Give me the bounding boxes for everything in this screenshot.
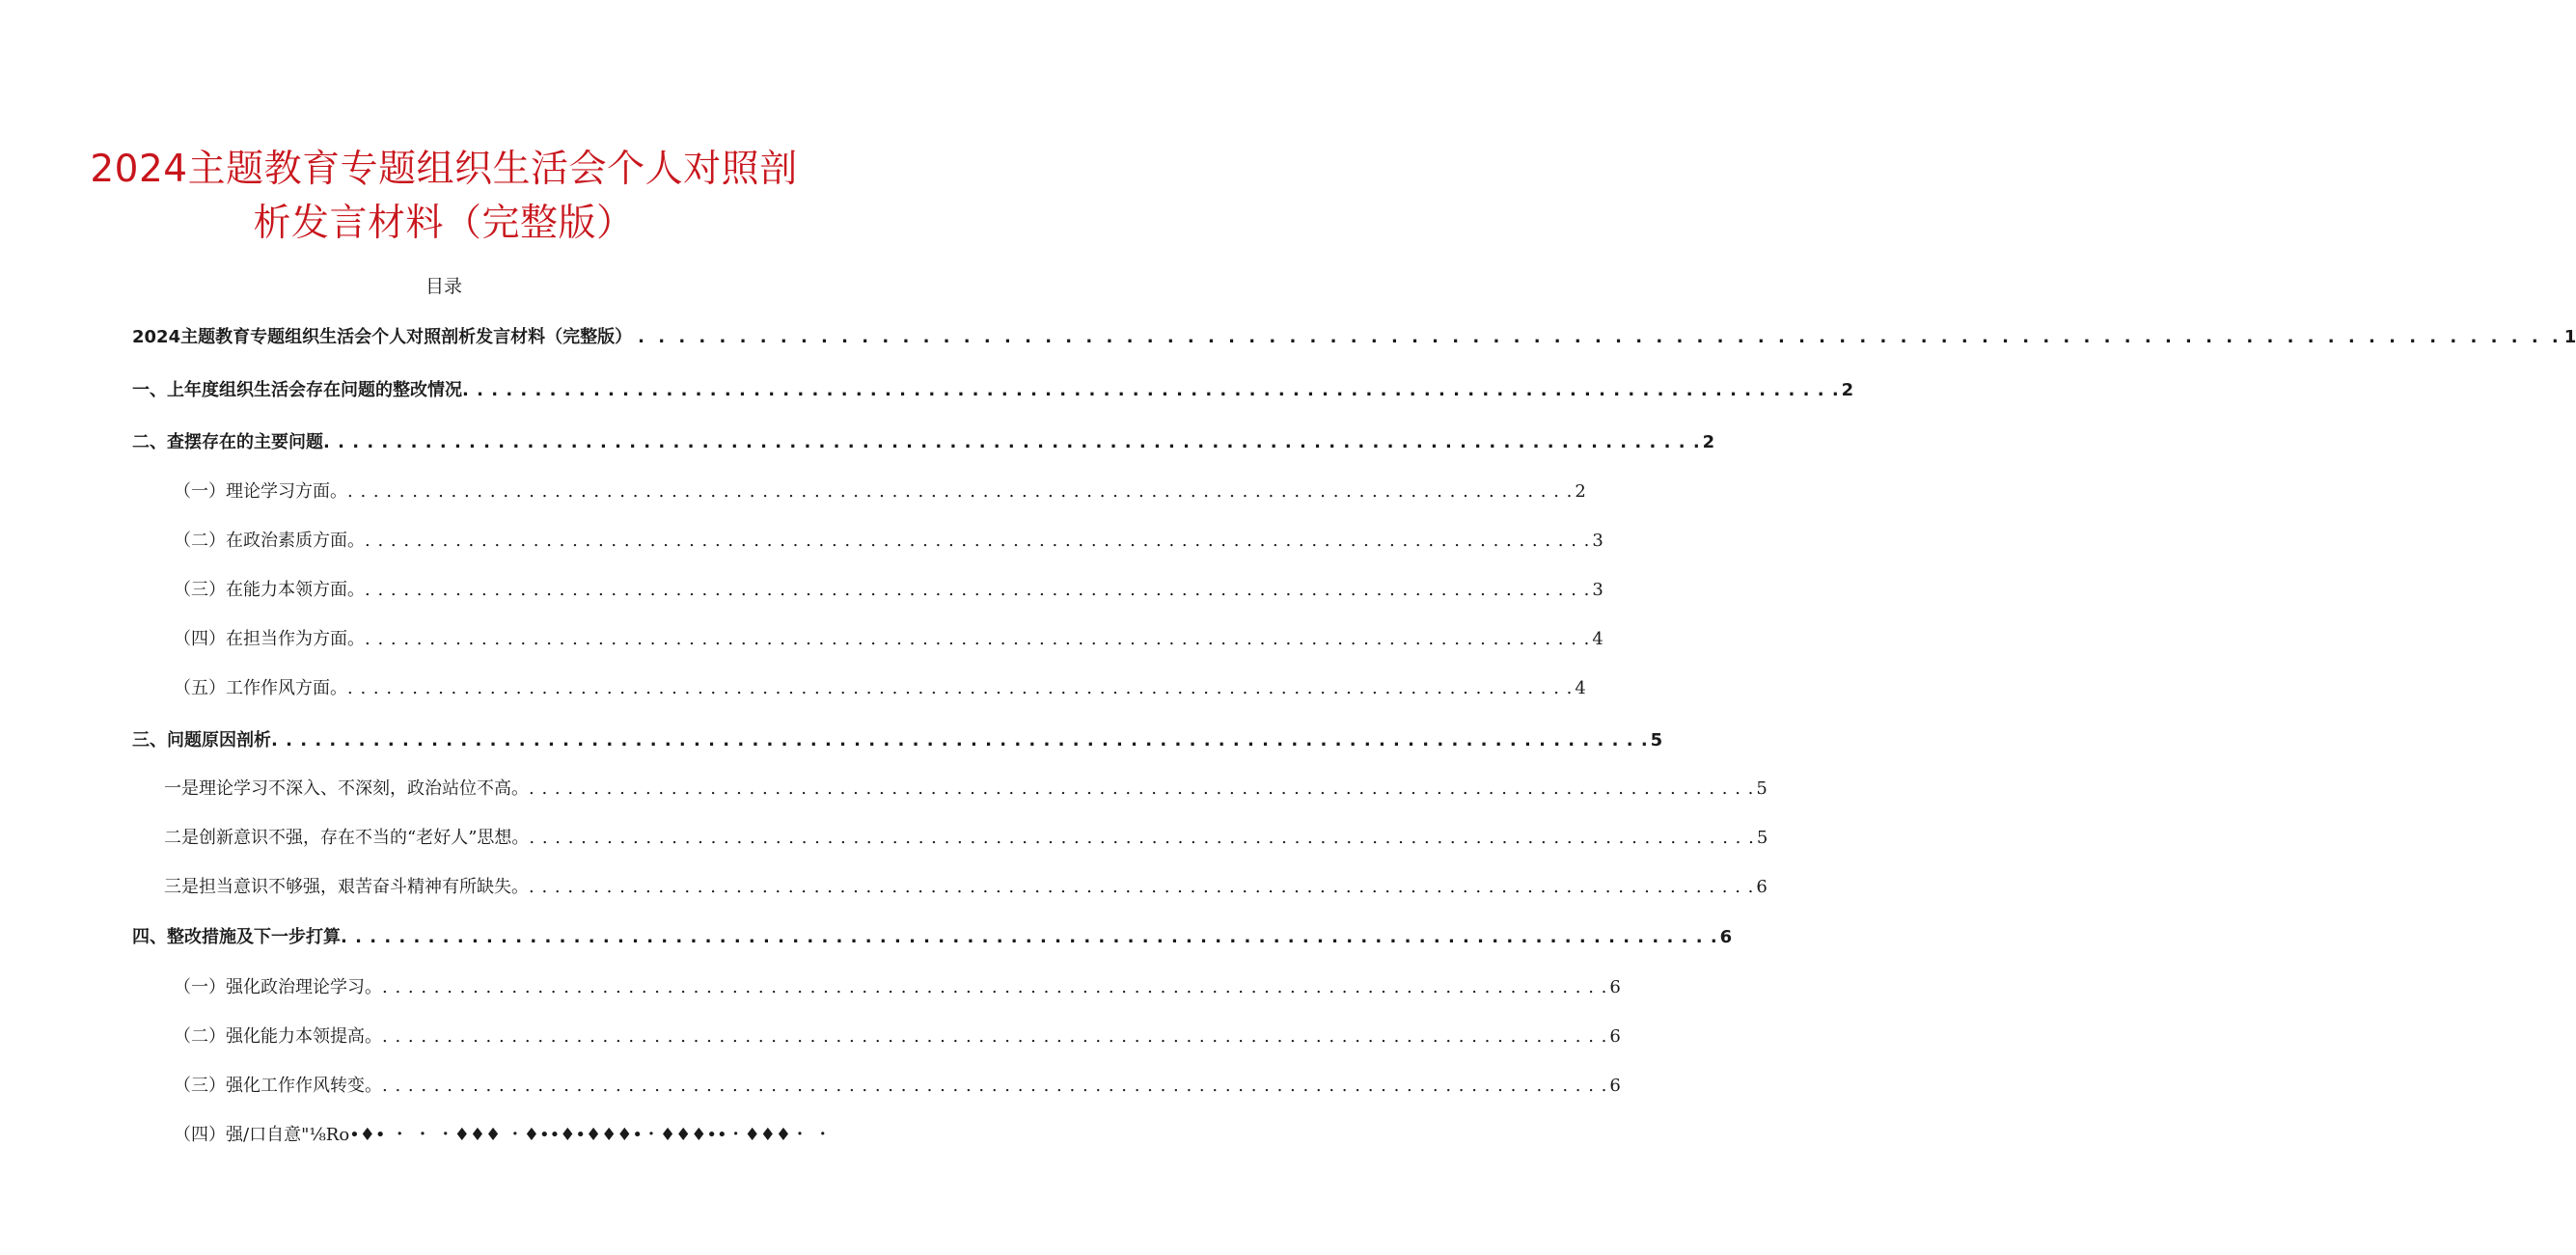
toc-page-number: 6 [1756,877,1768,897]
toc-entry[interactable] [164,777,1768,802]
toc-entry-label: （三）在能力本领方面。 [174,580,365,600]
toc-entry[interactable] [174,1024,1621,1050]
toc-leader-dots [365,627,1590,652]
toc-leader-dots [632,325,2562,350]
toc-entry[interactable] [164,875,1768,900]
toc-page-number: 1 [2563,327,2576,347]
toc-entry-label: 二、查摆存在的主要问题 [132,432,323,452]
toc-entry-label: （二）强化能力本领提高。 [174,1026,382,1047]
toc-entry[interactable] [132,430,1715,455]
toc-entry[interactable] [164,826,1768,851]
toc-entry-label: 四、整改措施及下一步打算 [132,927,341,947]
toc-entry-label: 三、问题原因剖析 [132,730,271,750]
toc-entry[interactable] [174,529,1603,554]
toc-page-number: 2 [1575,481,1586,502]
toc-entry[interactable] [174,627,1603,652]
toc-leader-dots [382,1074,1607,1099]
toc-entry[interactable] [174,479,1586,505]
toc-entry[interactable] [132,925,1733,950]
toc-leader-dots [382,1024,1607,1050]
toc-leader-dots [382,975,1607,1000]
toc-entry-label: 二是创新意识不强，存在不当的“老好人”思想。 [164,828,530,848]
toc-page-number: 5 [1756,778,1768,799]
toc-entry-label: （五）工作作风方面。 [174,678,347,698]
toc-leader-dots [462,378,1840,403]
toc-page-number: 5 [1756,828,1768,848]
document-title-line-2: 析发言材料（完整版） [253,202,635,246]
toc-leader-dots [347,479,1573,505]
toc-page-number: 3 [1592,580,1603,600]
toc-leader-dots [529,826,1754,851]
toc-entry[interactable] [174,1123,832,1148]
toc-entry-label: 一、上年度组织生活会存在问题的整改情况 [132,380,462,400]
toc-leader-dots [529,777,1754,802]
toc-leader-dots [271,728,1649,753]
toc-page-number: 6 [1609,1076,1621,1096]
toc-page-number: 4 [1592,629,1603,649]
toc-page-number: 2 [1702,432,1715,452]
toc-page-number: 2 [1841,380,1854,400]
toc-entry[interactable] [174,975,1621,1000]
toc-page-number: 4 [1575,678,1586,698]
toc-entry-label: （四）在担当作为方面。 [174,629,365,649]
toc-heading: 目录 [425,276,462,297]
toc-entry-label: （二）在政治素质方面。 [174,531,365,551]
toc-entry-label: 一是理论学习不深入、不深刻，政治站位不高。 [164,778,529,799]
toc-leader-dots [365,529,1590,554]
toc-entry-label: （一）理论学习方面。 [174,481,347,502]
toc-page-number: 6 [1719,927,1733,947]
toc-entry[interactable] [174,1074,1621,1099]
document-title [58,143,830,251]
toc-entry[interactable] [132,378,1854,403]
toc-entry[interactable] [174,676,1586,701]
toc-page-number: 6 [1609,1026,1621,1047]
toc-entry-label: （一）强化政治理论学习。 [174,977,382,997]
toc-page-number: 3 [1592,531,1603,551]
toc-entry-label: （四）强/口自意"⅛Ro•♦• ・ ・ ・♦♦♦ ・♦••♦•♦♦♦•・♦♦♦••・♦♦♦・ ・ [174,1125,832,1145]
toc-entry-label: 三是担当意识不够强，艰苦奋斗精神有所缺失。 [164,877,529,897]
toc-leader-dots [365,578,1590,603]
toc-entry[interactable] [132,325,2576,350]
toc-entry-label: 2024主题教育专题组织生活会个人对照剖析发言材料（完整版） [132,327,633,347]
toc-leader-dots [529,875,1754,900]
toc-leader-dots [341,925,1718,950]
toc-entry[interactable] [174,578,1603,603]
toc-page-number: 6 [1609,977,1621,997]
toc-leader-dots [347,676,1573,701]
document-title-line-1: 2024主题教育专题组织生活会个人对照剖 [90,148,798,192]
toc-entry-label: （三）强化工作作风转变。 [174,1076,382,1096]
toc-page-number: 5 [1650,730,1663,750]
toc-leader-dots [323,430,1701,455]
toc-entry[interactable] [132,728,1663,753]
